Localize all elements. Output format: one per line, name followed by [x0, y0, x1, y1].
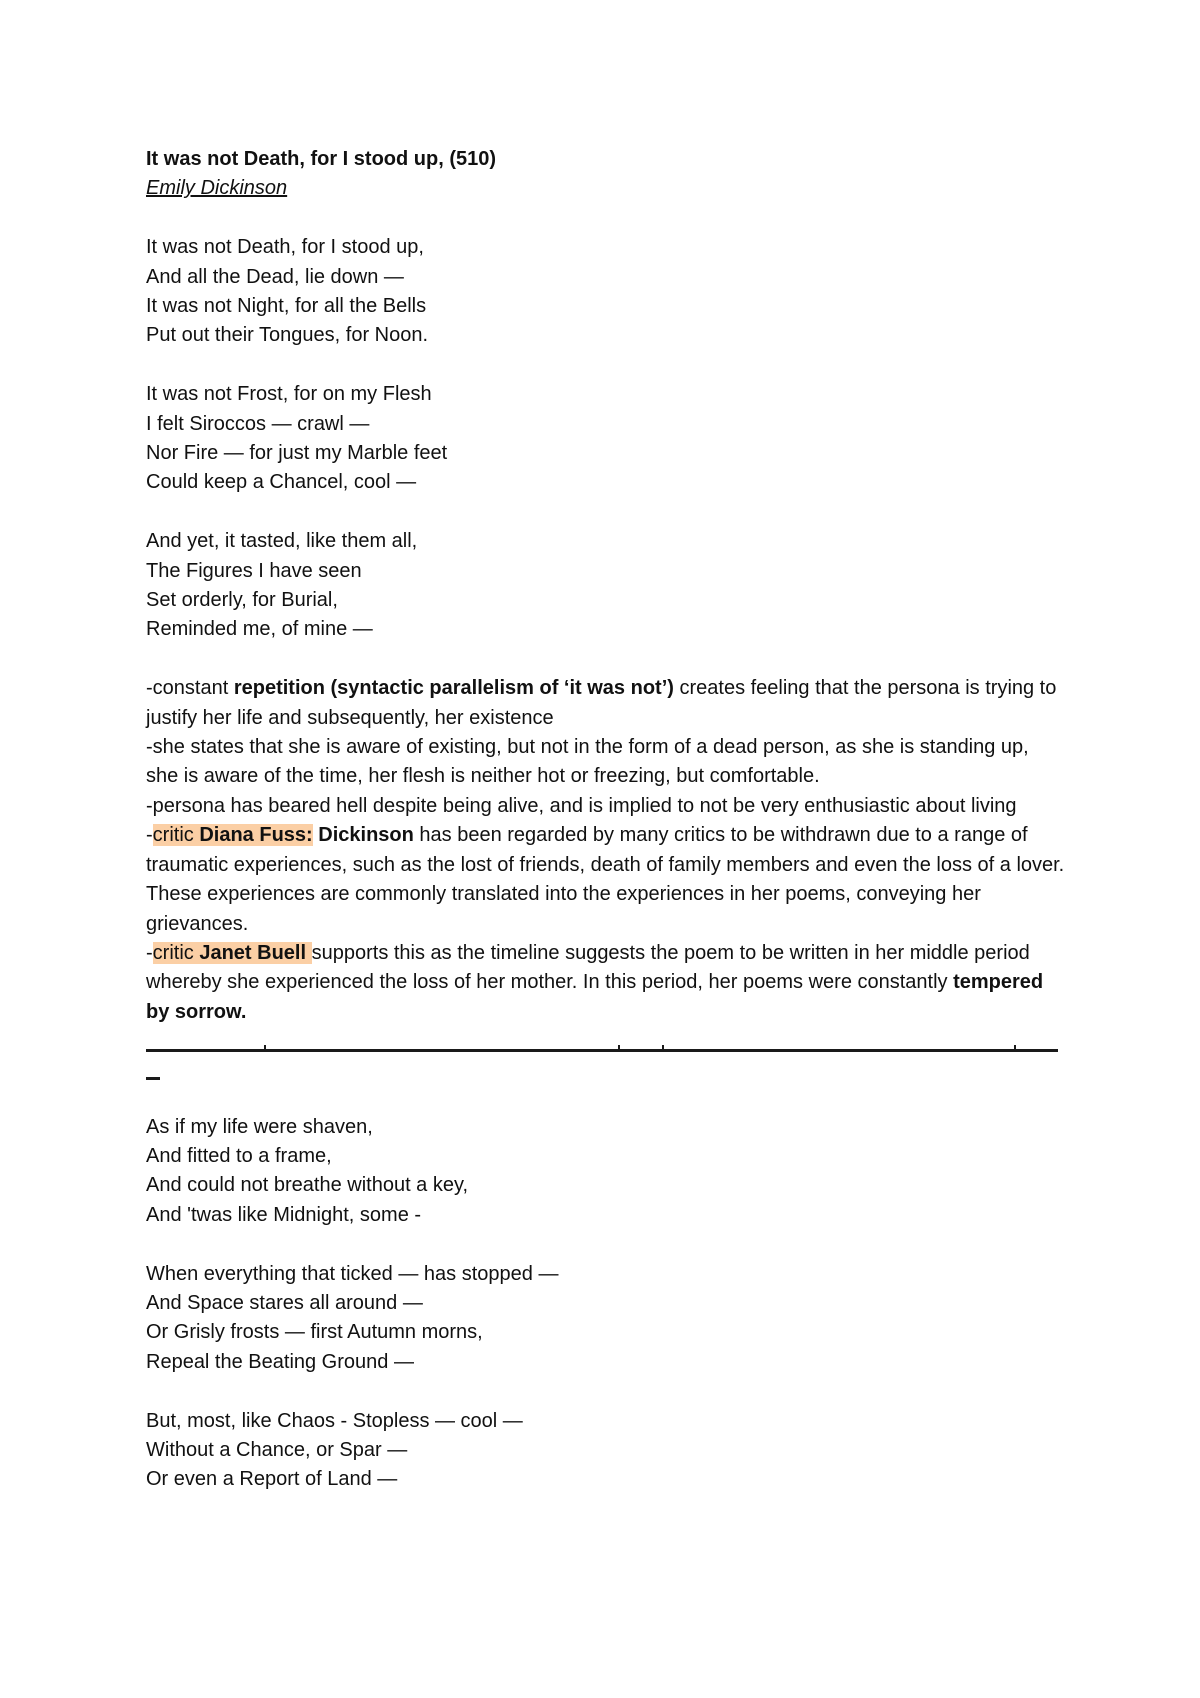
poem-line: The Figures I have seen [146, 559, 362, 582]
poem-line: Or even a Report of Land — [146, 1468, 398, 1491]
poem-line: And fitted to a frame, [146, 1144, 332, 1167]
poem-line: Set orderly, for Burial, [146, 589, 338, 612]
poem-line: As if my life were shaven, [146, 1115, 373, 1138]
poem-line: And all the Dead, lie down — [146, 265, 404, 288]
poem-line: And yet, it tasted, like them all, [146, 530, 418, 553]
poem-line: Put out their Tongues, for Noon. [146, 324, 429, 347]
poem-line: And 'twas like Midnight, some - [146, 1203, 422, 1226]
poem2-stanza-3 [146, 1407, 1066, 1495]
poem1-stanza-1 [146, 233, 1066, 351]
highlight-critic-fuss: critic Diana Fuss: [152, 824, 313, 847]
poem-line: Without a Chance, or Spar — [146, 1438, 408, 1461]
analysis-notes [146, 674, 1066, 1027]
note-critic-buell: -critic Janet Buell supports this as the timeline suggests the poem to be written in her middle period whereby she experienced the loss of her mother. In this period, her poems were constantly tempered by sorrow. [146, 941, 1044, 1023]
poem-line: I felt Siroccos — crawl — [146, 412, 370, 435]
poem-line: Reminded me, of mine — [146, 618, 373, 641]
poem2-stanza-1 [146, 1113, 1066, 1231]
note-living: -persona has beared hell despite being alive, and is implied to not be very enthusiastic about living [146, 794, 1017, 817]
note-critic-fuss: -critic Diana Fuss: Dickinson has been regarded by many critics to be withdrawn due to a range of traumatic experiences, such as the lost of friends, death of family members and even the loss of a lover. These experiences are commonly translated into the experiences in her poems, conveying her grievances. [146, 824, 1065, 935]
poem-line: Or Grisly frosts — first Autumn morns, [146, 1321, 483, 1344]
highlight-critic-buell: critic Janet Buell [152, 941, 312, 964]
poem-author-link[interactable]: Emily Dickinson [146, 177, 288, 200]
poem-line: Could keep a Chancel, cool — [146, 471, 417, 494]
note-repetition: -constant repetition (syntactic parallelism of ‘it was not’) creates feeling that the persona is trying to justify her life and subsequently, her existence [146, 677, 1057, 729]
poem-line: Repeal the Beating Ground — [146, 1350, 414, 1373]
poem-line: When everything that ticked — has stopped — [146, 1262, 559, 1285]
note-existence: -she states that she is aware of existing, but not in the form of a dead person, as she is standing up, she is aware of the time, her flesh is neither hot or freezing, but comfortable. [146, 736, 1029, 788]
poem1-stanza-3 [146, 527, 1066, 645]
poem1-stanza-2 [146, 380, 1066, 498]
poem-line: But, most, like Chaos - Stopless — cool — [146, 1409, 523, 1432]
poem2-stanza-2 [146, 1260, 1066, 1378]
poem-line: It was not Death, for I stood up, [146, 236, 424, 259]
section-divider [146, 1027, 1066, 1083]
poem-title: It was not Death, for I stood up, (510) [146, 148, 497, 170]
document-page [146, 145, 1066, 1495]
poem-line: It was not Night, for all the Bells [146, 295, 427, 318]
poem-line: It was not Frost, for on my Flesh [146, 383, 432, 406]
poem-line: And could not breathe without a key, [146, 1174, 469, 1197]
poem-line: And Space stares all around — [146, 1291, 423, 1314]
poem-line: Nor Fire — for just my Marble feet [146, 442, 448, 465]
